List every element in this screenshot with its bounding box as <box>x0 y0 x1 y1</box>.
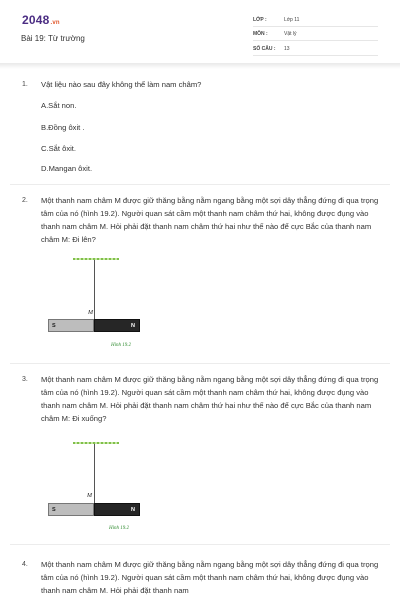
question-2-figure <box>40 254 160 354</box>
question-4-number: 4. <box>22 561 28 568</box>
subject-divider <box>253 40 378 41</box>
suspension-thread <box>94 260 95 323</box>
magnet-south-half <box>48 319 94 332</box>
lesson-title: Bài 19: Từ trường <box>21 34 85 43</box>
question-divider <box>10 184 390 185</box>
question-divider <box>10 363 390 364</box>
magnet-north-half <box>94 319 140 332</box>
site-logo[interactable] <box>22 13 60 27</box>
header-shadow <box>0 63 400 69</box>
question-2-text: Một thanh nam châm M được giữ thăng bằng nằm ngang bằng một sợi dây thẳng đứng đi qua trọng tâm của nó (hình 19.2). Người quan sát cầm một thanh nam châm thứ hai, không được đụng vào thanh nam châm M. Hỏi phải đặt thanh nam châm thứ hai như thế nào để cực Bắc của thanh nam châm M: Đi lên? <box>41 196 379 244</box>
question-count-label: SỐ CÂU : <box>253 46 276 52</box>
question-1-option-d[interactable]: D.Mangan ôxit. <box>41 164 93 173</box>
north-pole-label: N <box>131 323 135 329</box>
subject-value: Vật lý <box>284 31 297 37</box>
question-1-option-a[interactable]: A.Sắt non. <box>41 101 77 110</box>
north-pole-label: N <box>131 507 135 513</box>
suspension-thread <box>94 444 95 503</box>
logo-suffix: .vn <box>50 20 60 26</box>
magnet-m-label: M <box>88 310 93 316</box>
ceiling-support <box>73 442 119 444</box>
question-1-number: 1. <box>22 81 28 88</box>
ceiling-support <box>73 258 119 260</box>
figure-caption: Hình 19.2 <box>111 343 131 348</box>
magnet-m-label: M <box>87 493 92 499</box>
class-value: Lớp 11 <box>284 17 300 23</box>
subject-label: MÔN : <box>253 31 268 37</box>
figure-caption: Hình 19.2 <box>109 526 129 531</box>
magnet-south-half <box>48 503 94 516</box>
question-3-figure <box>40 438 160 538</box>
question-3-text: Một thanh nam châm M được giữ thăng bằng nằm ngang bằng một sợi dây thẳng đứng đi qua trọng tâm của nó (hình 19.2). Người quan sát cầm một thanh nam châm thứ hai, không được đụng vào thanh nam châm M. Hỏi phải đặt thanh nam châm thứ hai như thế nào để cực Bắc của thanh nam châm M: Đi xuống? <box>41 375 379 423</box>
question-count-value: 13 <box>284 46 290 52</box>
magnet-north-half <box>94 503 140 516</box>
question-1-option-b[interactable]: B.Đồng ôxit . <box>41 123 85 132</box>
south-pole-label: S <box>52 507 56 513</box>
logo-text: 2048 <box>22 13 50 27</box>
question-1-text: Vật liệu nào sau đây không thể làm nam châm? <box>41 80 202 89</box>
south-pole-label: S <box>52 323 56 329</box>
class-divider <box>253 26 378 27</box>
count-divider <box>253 55 378 56</box>
question-3-number: 3. <box>22 376 28 383</box>
question-2-number: 2. <box>22 197 28 204</box>
question-1-option-c[interactable]: C.Sắt ôxit. <box>41 144 77 153</box>
question-divider <box>10 544 390 545</box>
class-label: LỚP : <box>253 17 267 23</box>
question-4-text: Một thanh nam châm M được giữ thăng bằng nằm ngang bằng một sợi dây thẳng đứng đi qua trọng tâm của nó (hình 19.2). Người quan sát cầm một thanh nam châm thứ hai, không được đụng vào thanh nam châm M. Hỏi phải đặt thanh nam <box>41 560 379 595</box>
